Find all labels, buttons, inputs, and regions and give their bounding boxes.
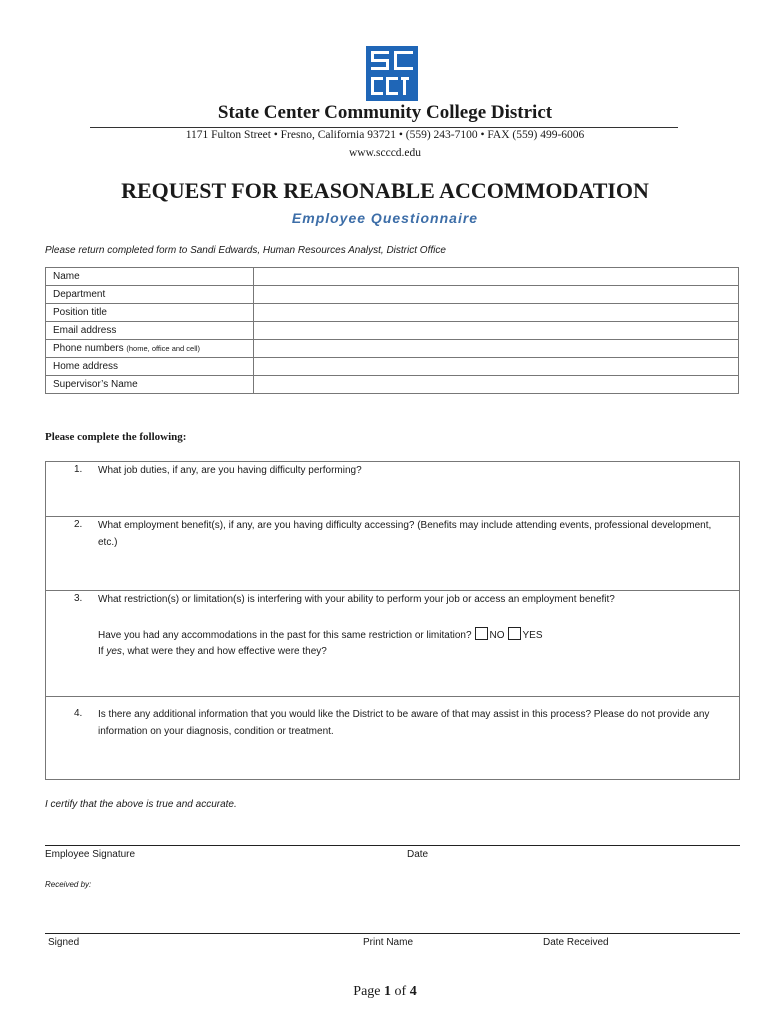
info-label [46, 358, 254, 376]
no-label: NO [489, 630, 505, 641]
followup-effectiveness [98, 643, 728, 660]
yes-checkbox[interactable] [508, 627, 521, 640]
date-received-label: Date Received [543, 937, 609, 948]
followup2-prefix: If [98, 646, 107, 657]
print-name-label: Print Name [363, 937, 414, 948]
question-number: 3. [74, 593, 83, 604]
received-by-label: Received by: [45, 880, 92, 889]
info-row-email [46, 322, 739, 340]
info-label-text: Email address [53, 325, 117, 336]
employee-info-table [45, 267, 739, 394]
accommodation-history [98, 627, 728, 644]
no-checkbox[interactable] [475, 627, 488, 640]
yes-label: YES [522, 630, 543, 641]
info-row-department [46, 286, 739, 304]
question-divider [46, 696, 739, 697]
info-row-supervisor [46, 376, 739, 394]
info-label [46, 340, 254, 358]
info-label-text: Phone numbers [53, 343, 124, 354]
info-label-text: Department [53, 289, 106, 300]
page-total: 4 [409, 984, 417, 999]
info-label [46, 304, 254, 322]
info-row-phone [46, 340, 739, 358]
employee-signature-label: Employee Signature [45, 849, 136, 860]
info-value-field[interactable] [254, 358, 739, 376]
info-row-name [46, 268, 739, 286]
header-divider [90, 127, 678, 128]
info-label-text: Position title [53, 307, 107, 318]
info-value-field[interactable] [254, 286, 739, 304]
phone-note: (home, office and cell) [126, 344, 201, 353]
page-current: 1 [384, 984, 392, 999]
question-number: 2. [74, 519, 83, 530]
question-number: 4. [74, 708, 83, 719]
info-row-home-address [46, 358, 739, 376]
info-label [46, 376, 254, 394]
info-value-field[interactable] [254, 304, 739, 322]
info-value-field[interactable] [254, 268, 739, 286]
date-label: Date [407, 849, 429, 860]
followup-text: Have you had any accommodations in the past for this same restriction or limitation? [98, 630, 472, 641]
question-text: What restriction(s) or limitation(s) is interfering with your ability to perform your job or access an employment benefit? [98, 594, 615, 605]
info-label-text: Supervisor’s Name [53, 379, 138, 390]
info-label-text: Name [53, 271, 80, 282]
signed-label: Signed [48, 937, 80, 948]
question-text: Is there any additional information that you would like the District to be aware of that may assist in this process? Please do not provide any information on your diagnosis, condition or treatment. [98, 709, 710, 737]
info-value-field[interactable] [254, 340, 739, 358]
info-value-field[interactable] [254, 322, 739, 340]
website-link[interactable]: www.scccd.edu [348, 147, 422, 159]
question-number: 1. [74, 464, 83, 475]
info-label [46, 286, 254, 304]
info-label-text: Home address [53, 361, 119, 372]
info-value-field[interactable] [254, 376, 739, 394]
certification-statement: I certify that the above is true and accurate. [45, 799, 237, 810]
address-line: 1171 Fulton Street • Fresno, California 93721 • (559) 243-7100 • FAX (559) 499-6006 [185, 129, 585, 141]
form-title: REQUEST FOR REASONABLE ACCOMMODATION [121, 178, 649, 203]
employee-signature-line[interactable] [45, 845, 740, 846]
district-name: State Center Community College District [217, 102, 553, 123]
page-prefix: Page [353, 984, 381, 999]
return-instructions: Please return completed form to Sandi Edwards, Human Resources Analyst, District Office [45, 245, 446, 256]
info-label [46, 268, 254, 286]
form-subtitle: Employee Questionnaire [291, 210, 479, 226]
section-heading: Please complete the following: [45, 431, 187, 443]
followup2-yes: yes [106, 646, 122, 657]
question-text: What employment benefit(s), if any, are you having difficulty accessing? (Benefits may include attending events, professional development, etc.) [98, 520, 712, 548]
scccd-logo [366, 46, 418, 101]
questions-box [45, 461, 740, 780]
question-text: What job duties, if any, are you having difficulty performing? [98, 465, 362, 476]
info-row-position [46, 304, 739, 322]
received-signature-line[interactable] [45, 933, 740, 934]
page-of: of [394, 984, 407, 999]
followup2-suffix: , what were they and how effective were they? [121, 646, 327, 657]
info-label [46, 322, 254, 340]
page-number [0, 984, 770, 1000]
